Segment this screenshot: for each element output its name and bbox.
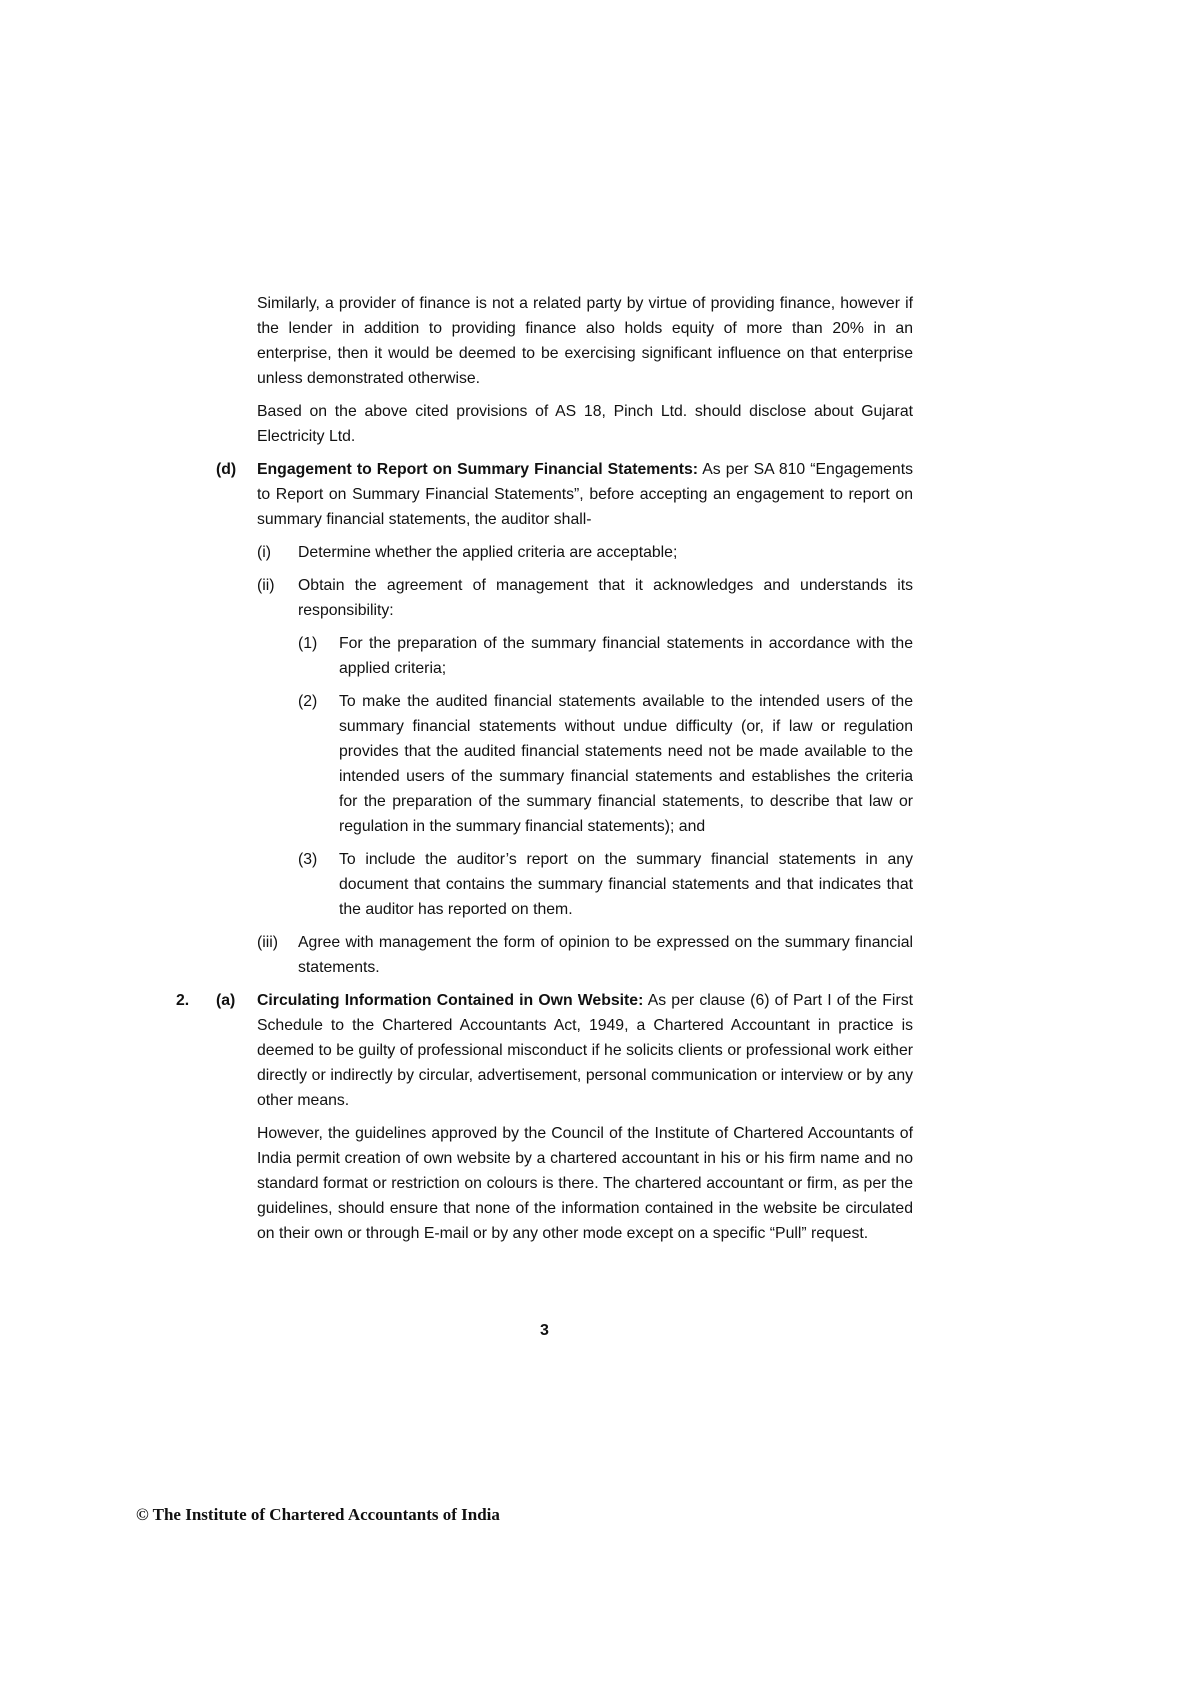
roman-i-label: (i) (257, 544, 272, 561)
num-3-text: To include the auditor’s report on the summary financial statements in any document that contains the summary financial statements and that indicates that the auditor has reported on them. (339, 851, 913, 918)
item-2a-guidelines-para: However, the guidelines approved by the Council of the Institute of Chartered Accountants of India permit creation of own website by a chartered accountant in his or his firm name and no standard format or restriction on colours is there. The chartered accountant or firm, as per the guidelines, should ensure that none of the information contained in the website be circulated on their own or through E-mail or by any other mode except on a specific “Pull” request. (257, 1125, 913, 1242)
item-2-number: 2. (176, 992, 190, 1009)
list-item-d (176, 457, 913, 988)
num-1-label: (1) (298, 635, 318, 652)
roman-iii-label: (iii) (257, 934, 279, 951)
list-item-num-3 (298, 847, 913, 930)
page-content (176, 291, 913, 1254)
list-item-num-2 (298, 689, 913, 847)
item-d-body (257, 457, 913, 988)
item-2a-heading: Circulating Information Contained in Own Website: (257, 992, 644, 1009)
num-2-text: To make the audited financial statements available to the intended users of the summary financial statements without undue difficulty (or, if law or regulation provides that the audited financial statements need not be made available to the intended users of the summary financial statements and establishes the criteria for the preparation of the summary financial statements, to describe that law or regulation in the summary financial statements); and (339, 693, 913, 835)
item-2a-body (257, 988, 913, 1254)
item-2a-intro-text: As per clause (6) of Part I of the First Schedule to the Chartered Accountants Act, 1949, a Chartered Accountant in practice is deemed to be guilty of professional misconduct if he solicits clients or professional work either directly or indirectly by circular, advertisement, personal communication or interview or by any other means. (257, 992, 913, 1109)
roman-ii-body (298, 573, 913, 930)
list-item-num-1 (298, 631, 913, 689)
list-item-2a (176, 988, 913, 1254)
list-item-roman-i (257, 540, 913, 573)
roman-ii-text: Obtain the agreement of management that it acknowledges and understands its responsibility: (298, 577, 913, 619)
paragraph-provider-of-finance: Similarly, a provider of finance is not a related party by virtue of providing finance, however if the lender in addition to providing finance also holds equity of more than 20% in an enterprise, then it would be deemed to be exercising significant influence on that enterprise unless demonstrated otherwise. (257, 295, 913, 387)
item-d-label: (d) (216, 461, 237, 478)
roman-ii-label: (ii) (257, 577, 275, 594)
num-3-label: (3) (298, 851, 318, 868)
paragraph-as18-conclusion: Based on the above cited provisions of AS 18, Pinch Ltd. should disclose about Gujarat Electricity Ltd. (257, 403, 913, 445)
page-number: 3 (540, 1322, 549, 1339)
num-1-text: For the preparation of the summary financial statements in accordance with the applied criteria; (339, 635, 913, 677)
item-d-heading: Engagement to Report on Summary Financial Statements: (257, 461, 699, 478)
item-2a-label: (a) (216, 992, 236, 1009)
copyright-footer: © The Institute of Chartered Accountants of India (136, 1505, 500, 1524)
item-d-intro (257, 457, 913, 532)
list-item-roman-iii (257, 930, 913, 988)
item-d-intro-text: As per SA 810 “Engagements to Report on Summary Financial Statements”, before accepting an engagement to report on summary financial statements, the auditor shall- (257, 461, 913, 528)
list-item-roman-ii (257, 573, 913, 930)
roman-iii-text: Agree with management the form of opinion to be expressed on the summary financial statements. (298, 934, 913, 976)
roman-i-text: Determine whether the applied criteria are acceptable; (298, 544, 678, 561)
num-2-label: (2) (298, 693, 318, 710)
item-2a-intro (257, 988, 913, 1113)
